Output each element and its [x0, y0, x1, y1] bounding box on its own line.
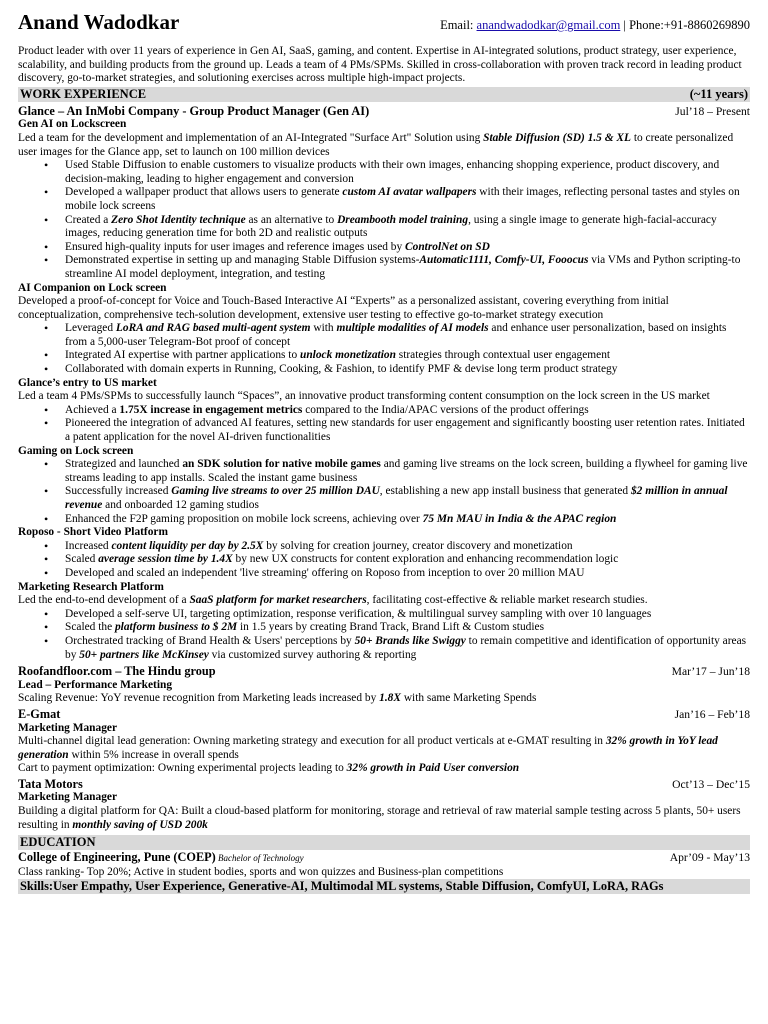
- list-item: • Developed a self-serve UI, targeting optimization, response verification, & multilingual survey sampling with over 10 languages: [18, 608, 750, 622]
- degree: Bachelor of Technology: [215, 853, 304, 864]
- job-tata-motors: [18, 778, 750, 792]
- list-item: • Used Stable Diffusion to enable customers to visualize products with their own images, enhancing shopping experience, product discovery, and decision-making, leading to higher engagement and conversion: [18, 159, 750, 186]
- job-desc: Multi-channel digital lead generation: Owning marketing strategy and execution for all product verticals at e-GMAT resulting in 32% growth in YoY lead generation within 5% increase in overall spends: [18, 735, 718, 761]
- list-item: • Ensured high-quality inputs for user images and reference images used by ControlNet on SD: [18, 241, 750, 255]
- project-desc: Led a team 4 PMs/SPMs to successfully launch “Spaces”, an innovative product transforming content consumption on the lock screen in the US market: [18, 390, 710, 403]
- project-desc: Led the end-to-end development of a SaaS platform for market researchers, facilitating cost-effective & reliable market research studies.: [18, 594, 648, 607]
- role-title: Marketing Manager: [18, 791, 118, 804]
- list-item: • Developed a wallpaper product that allows users to generate custom AI avatar wallpapers with their images, reflecting personal tastes and styles on mobile lock screens: [18, 186, 750, 213]
- project-title: Gaming on Lock screen: [18, 444, 134, 457]
- list-item: • Scaled the platform business to $ 2M in 1.5 years by creating Brand Track, Brand Lift & Custom studies: [18, 621, 750, 635]
- list-item: • Successfully increased Gaming live streams to over 25 million DAU, establishing a new app install business that generated $2 million in annual revenue and onboarded 12 gaming studios: [18, 485, 750, 512]
- resume-header: [18, 10, 750, 37]
- education-dates: Apr’09 - May’13: [669, 851, 750, 865]
- list-item: • Enhanced the F2P gaming proposition on mobile lock screens, achieving over 75 Mn MAU in India & the APAC region: [18, 513, 750, 527]
- job-dates: Oct’13 – Dec’15: [672, 777, 750, 791]
- role-title: Marketing Manager: [18, 721, 118, 734]
- list-item: • Demonstrated expertise in setting up and managing Stable Diffusion systems-Automatic1111, Comfy-UI, Fooocus via VMs and Python scripting-to streamline AI model deployment, integration, and testing: [18, 254, 750, 281]
- job-desc: Building a digital platform for QA: Built a cloud-based platform for monitoring, storage and retrieval of raw material sample testing across 5 plants, 50+ users resulting in monthly saving of USD 200k: [18, 805, 741, 831]
- job-egmat: [18, 708, 750, 722]
- job-dates: Jan’16 – Feb’18: [674, 707, 750, 721]
- company-title: Roofandfloor.com – The Hindu group: [18, 664, 216, 679]
- list-item: • Collaborated with domain experts in Running, Cooking, & Fashion, to identify PMF & devise long term product strategy: [18, 363, 750, 377]
- project-desc: Led a team for the development and implementation of an AI-Integrated "Surface Art" Solution using Stable Diffusion (SD) 1.5 & XL to create personalized user images for the Glance app, set to launch on 100 million devices: [18, 131, 734, 158]
- job-dates: Mar’17 – Jun’18: [671, 665, 750, 679]
- job-roofandfloor: [18, 665, 750, 679]
- company-title: E-Gmat: [18, 706, 61, 721]
- list-item: • Created a Zero Shot Identity technique as an alternative to Dreambooth model training, using a single image to generate high-facial-accuracy images, reducing generation time for both 2D and realistic outputs: [18, 214, 750, 241]
- email-link[interactable]: anandwadodkar@gmail.com: [476, 18, 621, 32]
- list-item: • Increased content liquidity per day by 2.5X by solving for creation journey, creator discovery and monetization: [18, 540, 750, 554]
- candidate-name: Anand Wadodkar: [18, 10, 180, 34]
- list-item: • Scaled average session time by 1.4X by new UX constructs for content exploration and enhancing recommendation logic: [18, 553, 750, 567]
- section-work-experience: WORK EXPERIENCE (~11 years): [20, 86, 748, 101]
- bullet-list: [18, 159, 750, 281]
- list-item: • Leveraged LoRA and RAG based multi-agent system with multiple modalities of AI models and enhance user personalization, based on insights from a 5,000-user Telegram-Bot proof of concept: [18, 322, 750, 349]
- project-title: Marketing Research Platform: [18, 580, 164, 593]
- section-education: EDUCATION: [18, 835, 750, 850]
- company-title: Tata Motors: [18, 776, 83, 791]
- project-title: Glance’s entry to US market: [18, 376, 157, 389]
- bullet-list: [18, 458, 750, 526]
- list-item: • Pioneered the integration of advanced AI features, setting new standards for user engagement and significantly boosting user retention rates. Initiated a patent application for the novel AI-driven functionalities: [18, 417, 750, 444]
- company-title: Glance – An InMobi Company - Group Product Manager (Gen AI): [18, 103, 370, 118]
- role-title: Lead – Performance Marketing: [18, 678, 173, 691]
- college-name: College of Engineering, Pune (COEP): [18, 850, 216, 865]
- list-item: • Achieved a 1.75X increase in engagement metrics compared to the India/APAC versions of the product offerings: [18, 404, 750, 418]
- job-dates: Jul’18 – Present: [675, 104, 750, 118]
- job-glance: [18, 105, 750, 119]
- bullet-list: [18, 404, 750, 445]
- bullet-list: [18, 608, 750, 662]
- job-desc: Cart to payment optimization: Owning experimental projects leading to 32% growth in Paid User conversion: [18, 762, 520, 775]
- project-title: Roposo - Short Video Platform: [18, 526, 168, 539]
- education-desc: Class ranking- Top 20%; Active in student bodies, sports and won quizzes and Business-plan competitions: [18, 865, 504, 878]
- bullet-list: [18, 322, 750, 376]
- bullet-list: [18, 540, 750, 581]
- project-title: AI Companion on Lock screen: [18, 281, 167, 294]
- summary: Product leader with over 11 years of experience in Gen AI, SaaS, gaming, and content. Expertise in AI-integrated solutions, product strategy, user experience, scalability, and building products from the ground up. Leads a team of 4 PMs/SPMs. Skilled in cross-collaboration with proven track record in leading product discovery, go-to-market strategies, and solutioning exercises across multiple high-impact projects.: [18, 45, 742, 85]
- project-desc: Developed a proof-of-concept for Voice and Touch-Based Interactive AI “Experts” as a personalized assistant, covering everything from initial conceptualization, comprehensive tech-solution development, extensive user testing to effective go-to-market strategy execution: [18, 295, 669, 321]
- list-item: • Orchestrated tracking of Brand Health & Users' perceptions by 50+ Brands like Swiggy to remain competitive and identification of opportunity areas by 50+ partners like McKinsey via customized survey authoring & reporting: [18, 635, 750, 662]
- list-item: • Developed and scaled an independent 'live streaming' offering on Roposo from inception to over 20 million MAU: [18, 567, 750, 581]
- contact-line: Email: anandwadodkar@gmail.com | Phone:+91-8860269890: [440, 18, 750, 32]
- phone: Phone:+91-8860269890: [629, 18, 750, 32]
- job-desc: Scaling Revenue: YoY revenue recognition from Marketing leads increased by 1.8X with same Marketing Spends: [18, 692, 537, 705]
- project-title: Gen AI on Lockscreen: [18, 118, 127, 131]
- skills-bar: Skills:User Empathy, User Experience, Generative-AI, Multimodal ML systems, Stable Diffusion, ComfyUI, LoRA, RAGs: [18, 879, 750, 894]
- list-item: • Integrated AI expertise with partner applications to unlock monetization strategies through contextual user engagement: [18, 349, 750, 363]
- list-item: • Strategized and launched an SDK solution for native mobile games and gaming live streams on the lock screen, building a flywheel for gaming live streams leading to app installs. Scaled the instant game business: [18, 458, 750, 485]
- education-entry: [18, 851, 750, 866]
